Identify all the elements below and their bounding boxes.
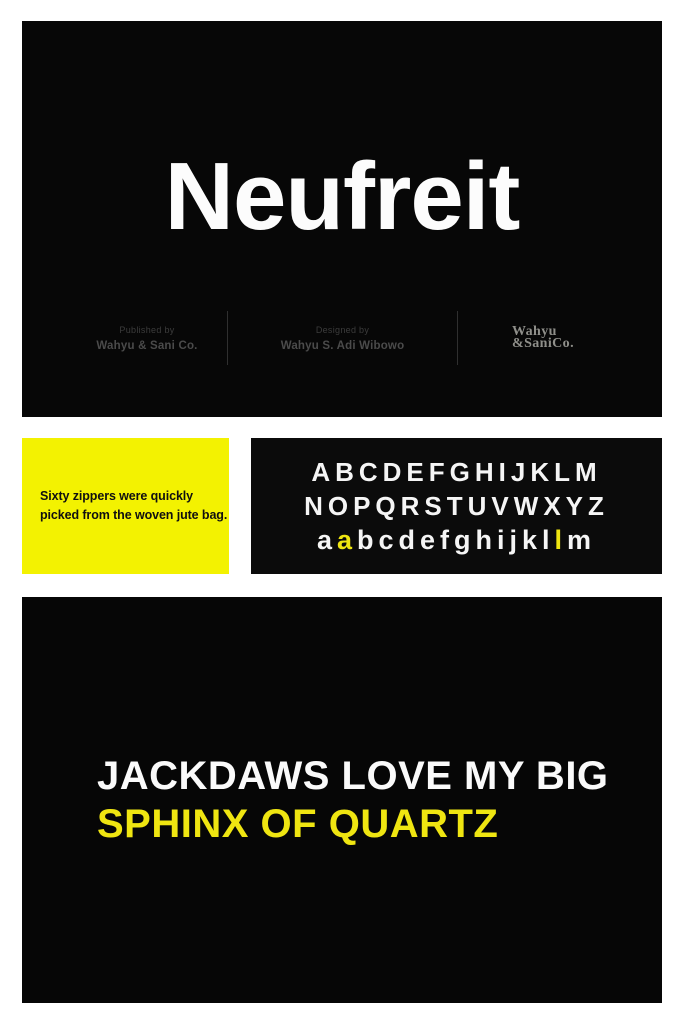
specimen-line-2: SPHINX OF QUARTZ [97, 802, 499, 846]
brand-wordmark-line-1: Wahyu [512, 324, 557, 339]
publisher-credit [22, 311, 227, 365]
brand-wordmark-line-2: &SaniCo. [512, 336, 574, 351]
credits-row [22, 311, 662, 365]
designer-credit [228, 311, 457, 365]
lowercase-tail-letter: m [567, 525, 597, 555]
font-title: Neufreit [164, 143, 520, 250]
alphabet-card [251, 438, 662, 574]
designer-name: Wahyu S. Adi Wibowo [280, 339, 405, 352]
lowercase-l-alternate-highlight: l [554, 525, 568, 555]
designer-label: Designed by [315, 324, 370, 335]
pangram-line-2: picked from the woven jute bag. [40, 508, 228, 522]
uppercase-row-1: ABCDEFGHIJKLM [311, 457, 602, 487]
brand-wordmark [512, 326, 574, 350]
specimen-panel [22, 597, 662, 1003]
uppercase-row-2: NOPQRSTUVWXYZ [304, 491, 609, 521]
pangram-line-1: Sixty zippers were quickly [40, 488, 194, 503]
publisher-label: Published by [119, 324, 175, 335]
lowercase-middle-letters: bcdefghijkl [357, 525, 555, 555]
lowercase-a-default: a [316, 525, 337, 555]
pangram-card [22, 438, 229, 574]
specimen-line-1: JACKDAWS LOVE MY BIG [97, 754, 609, 798]
lowercase-a-alternate-highlight: a [336, 525, 357, 555]
lowercase-row [317, 527, 596, 553]
hero-panel [22, 21, 662, 417]
publisher-name: Wahyu & Sani Co. [96, 339, 198, 352]
brand-logo-column [458, 311, 662, 365]
